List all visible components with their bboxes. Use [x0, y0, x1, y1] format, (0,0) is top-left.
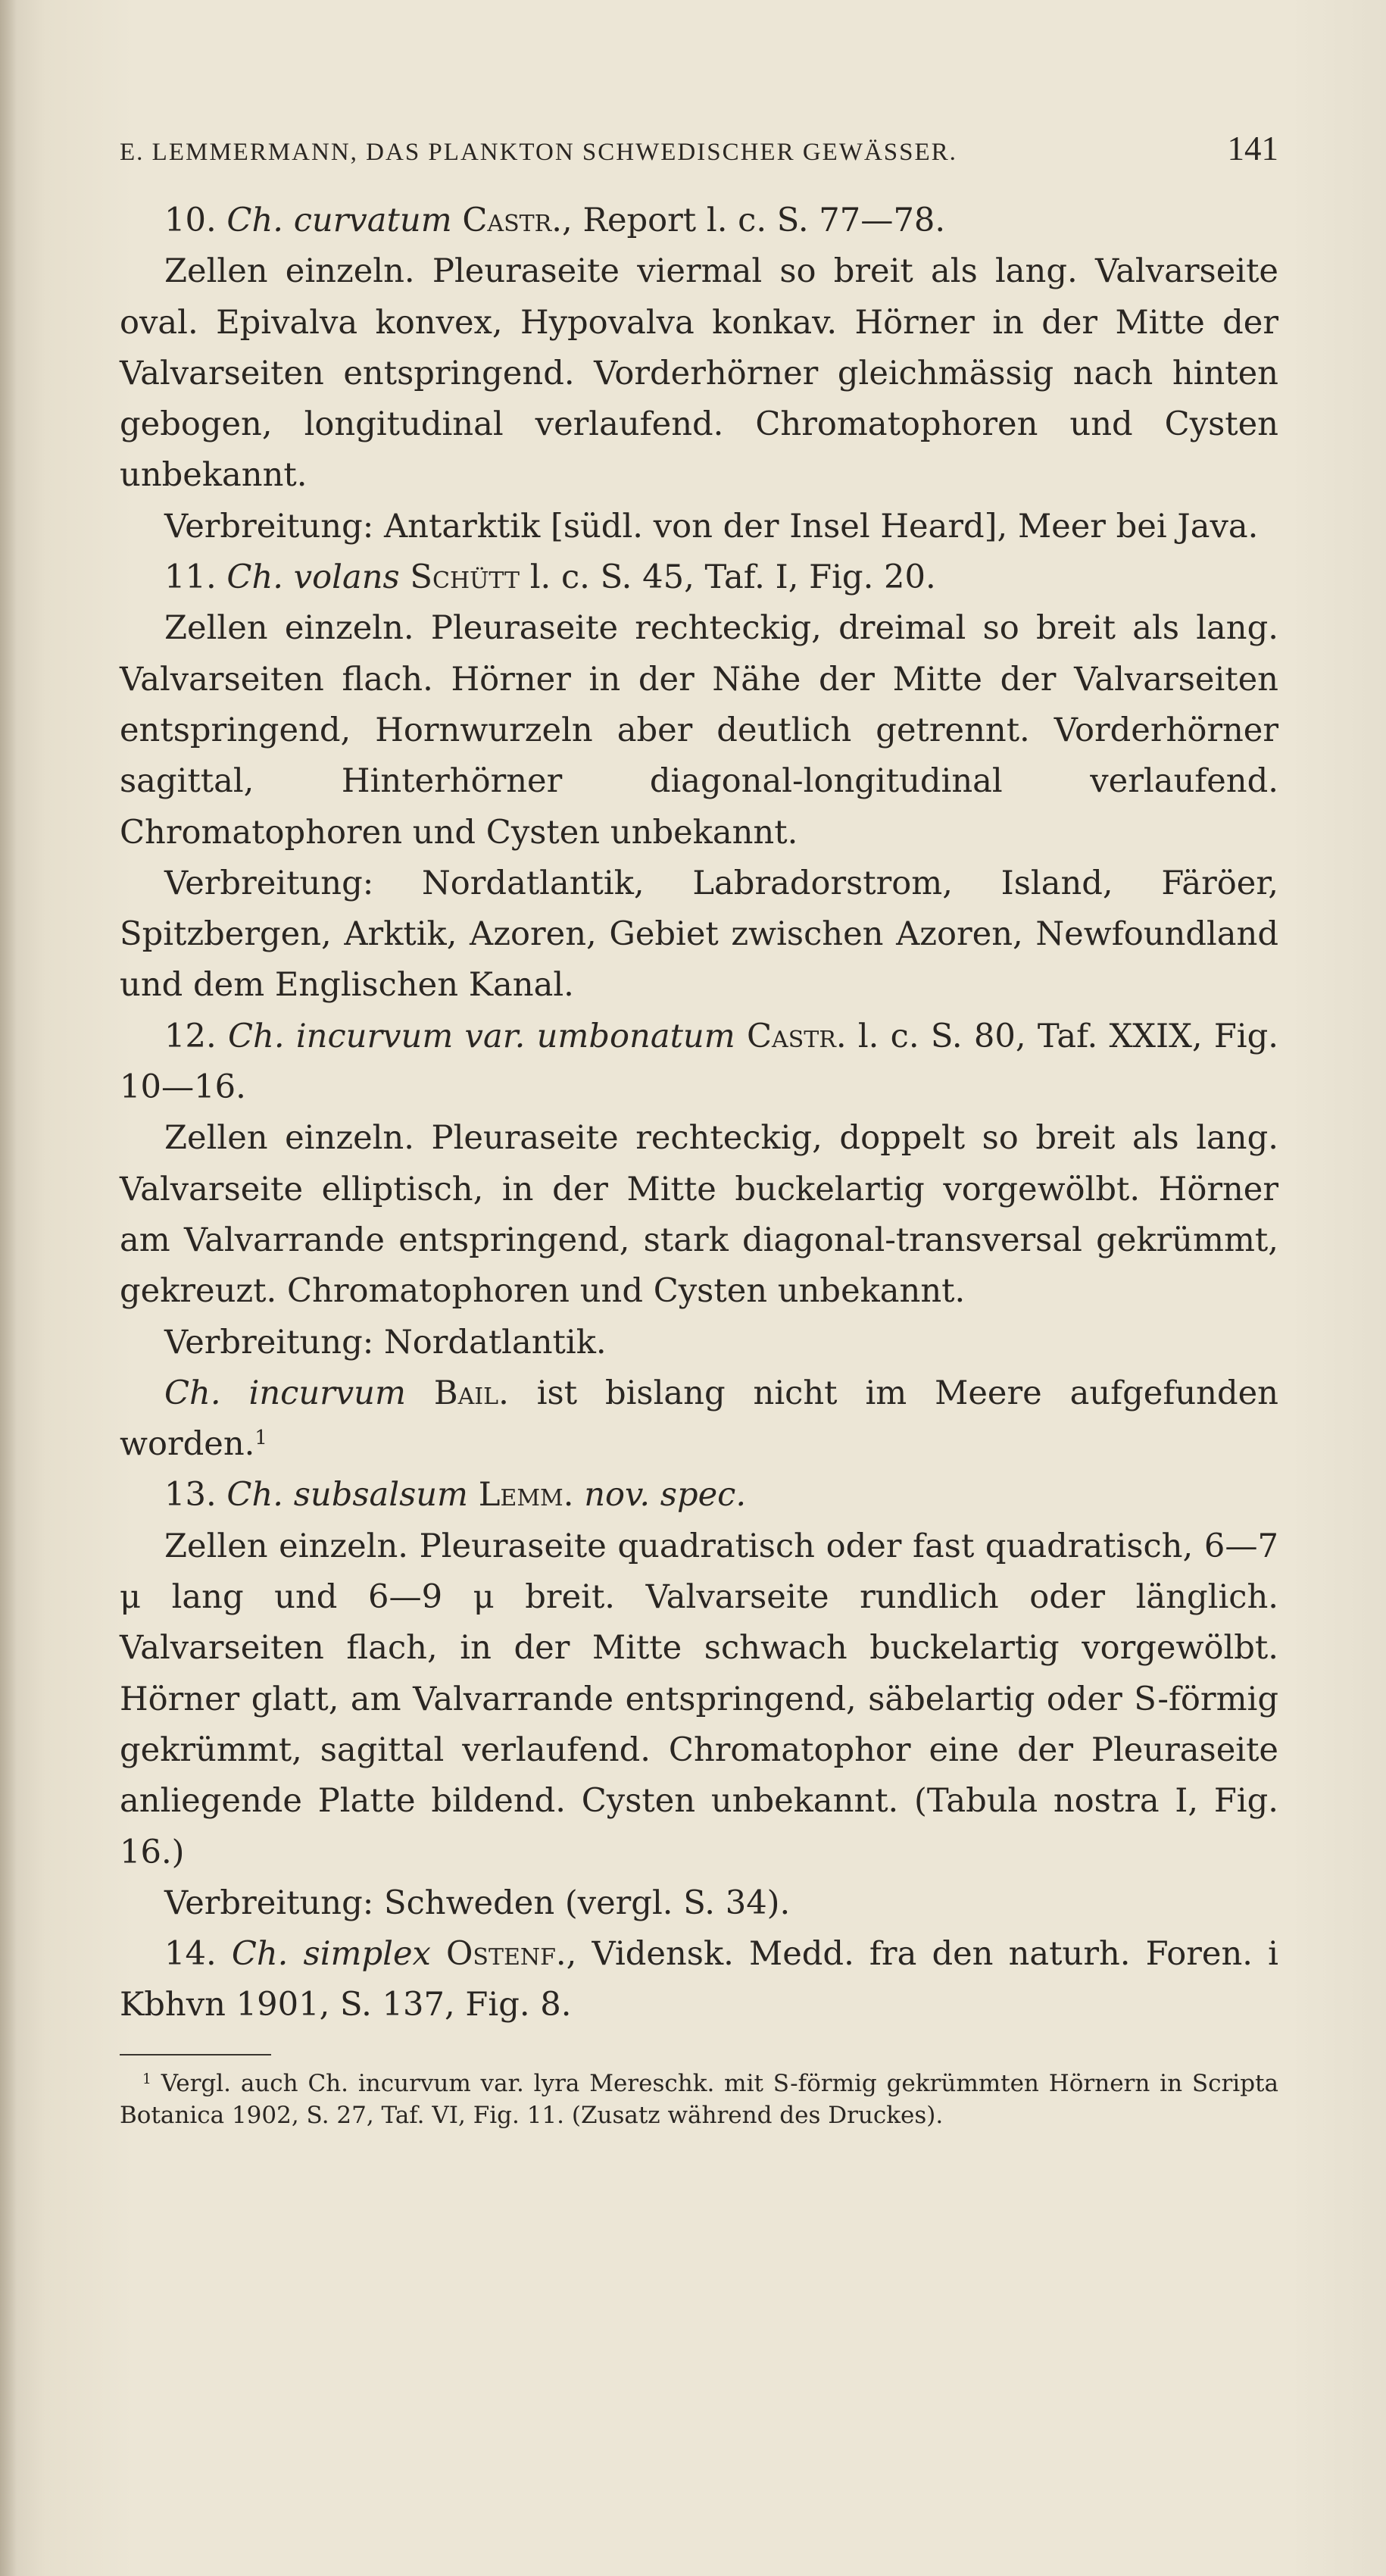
entry-12-description: Zellen einzeln. Pleuraseite rechteckig, doppelt so breit als lang. Valvarseite elliptisch, in der Mitte buckelartig vorgewölbt. Hörner am Valvarrande entspringend, stark diagonal-transversal gekrümmt, gekreuzt. Chromatophoren und Cysten unbekannt.: [120, 1119, 1278, 1311]
entry-number: 10.: [164, 202, 217, 239]
entry-13-distribution: Verbreitung: Schweden (vergl. S. 34).: [164, 1884, 791, 1922]
reference: l. c. S. 80, Taf. XXIX, Fig. 10—16.: [120, 1017, 1278, 1107]
species-name: Ch. curvatum: [226, 202, 452, 239]
spine-shadow: [0, 0, 17, 2576]
author-name: Ostenf.: [446, 1935, 567, 1974]
entry-number: 12.: [164, 1017, 217, 1055]
running-head-title: E. LEMMERMANN, DAS PLANKTON SCHWEDISCHER GEWÄSSER.: [120, 139, 957, 166]
entry-12-distribution: Verbreitung: Nordatlantik.: [164, 1323, 607, 1361]
footnotes: [120, 2068, 1278, 2131]
author-name: Castr.: [462, 202, 562, 239]
entry-number: 13.: [164, 1476, 217, 1515]
author-name: Castr.: [746, 1017, 847, 1055]
entry-number: 14.: [164, 1935, 217, 1974]
entry-10-heading: [120, 195, 1278, 246]
reference: nov. spec.: [584, 1476, 747, 1515]
entry-11-heading: [120, 552, 1278, 603]
body-text: [120, 195, 1278, 2031]
author-name: Schütt: [410, 558, 520, 597]
text-block: [120, 129, 1278, 2131]
entry-12-note: [120, 1368, 1278, 1471]
entry-11-description: Zellen einzeln. Pleuraseite rechteckig, dreimal so breit als lang. Valvarseiten flach. Hörner in der Nähe der Mitte der Valvarseiten entspringend, Hornwurzeln aber deutlich getrennt. Vorderhörner sagittal, Hinterhörner diagonal-longitudinal verlaufend. Chromatophoren und Cysten unbekannt.: [120, 609, 1278, 852]
running-head: [120, 129, 1278, 174]
note-text: ist bislang nicht im Meere aufgefunden worden.: [120, 1374, 1278, 1464]
reference: l. c. S. 45, Taf. I, Fig. 20.: [519, 558, 936, 597]
footnote-marker: 1: [142, 2071, 151, 2087]
species-name: Ch. volans: [226, 558, 400, 597]
reference: , Report l. c. S. 77—78.: [561, 202, 946, 239]
author-name: Bail.: [433, 1374, 509, 1412]
entry-11-distribution: Verbreitung: Nordatlantik, Labradorstrom, Island, Färöer, Spitzbergen, Arktik, Azoren, Gebiet zwischen Azoren, Newfoundland und dem Englischen Kanal.: [120, 864, 1278, 1005]
page-number: 141: [1227, 130, 1278, 167]
author-name: Lemm.: [478, 1476, 574, 1515]
reference: , Vidensk. Medd. fra den naturh. Foren. i Kbhvn 1901, S. 137, Fig. 8.: [120, 1935, 1278, 2024]
species-name: Ch. simplex: [231, 1935, 431, 1974]
footnote-divider: [120, 2054, 271, 2055]
entry-14-heading: [120, 1929, 1278, 2031]
entry-10-distribution: Verbreitung: Antarktik [südl. von der Insel Heard], Meer bei Java.: [164, 507, 1259, 546]
footnote-1: [120, 2068, 1278, 2131]
entry-10-description: Zellen einzeln. Pleuraseite viermal so breit als lang. Valvarseite oval. Epivalva konvex, Hypovalva konkav. Hörner in der Mitte der Valvarseiten entspringend. Vorderhörner gleichmässig nach hinten gebogen, longitudinal verlaufend. Chromatophoren und Cysten unbekannt.: [120, 252, 1278, 495]
species-name: Ch. incurvum: [164, 1374, 406, 1412]
entry-13-description: Zellen einzeln. Pleuraseite quadratisch oder fast quadratisch, 6—7 μ lang und 6—9 μ breit. Valvarseite rundlich oder länglich. Valvarseiten flach, in der Mitte schwach buckelartig vorgewölbt. Hörner glatt, am Valvarrande entspringend, säbelartig oder S-förmig gekrümmt, sagittal verlaufend. Chromatophor eine der Pleuraseite anliegende Platte bildend. Cysten unbekannt. (Tabula nostra I, Fig. 16.): [120, 1527, 1278, 1871]
footnote-text: Vergl. auch Ch. incurvum var. lyra Mereschk. mit S-förmig gekrümmten Hörnern in Scripta Botanica 1902, S. 27, Taf. VI, Fig. 11. (Zusatz während des Druckes).: [120, 2069, 1278, 2129]
entry-13-heading: [120, 1470, 1278, 1521]
species-name: Ch. subsalsum: [226, 1476, 469, 1515]
entry-number: 11.: [164, 558, 217, 597]
footnote-marker: 1: [254, 1426, 267, 1449]
entry-12-heading: [120, 1011, 1278, 1114]
species-name: Ch. incurvum var. umbonatum: [227, 1017, 735, 1055]
